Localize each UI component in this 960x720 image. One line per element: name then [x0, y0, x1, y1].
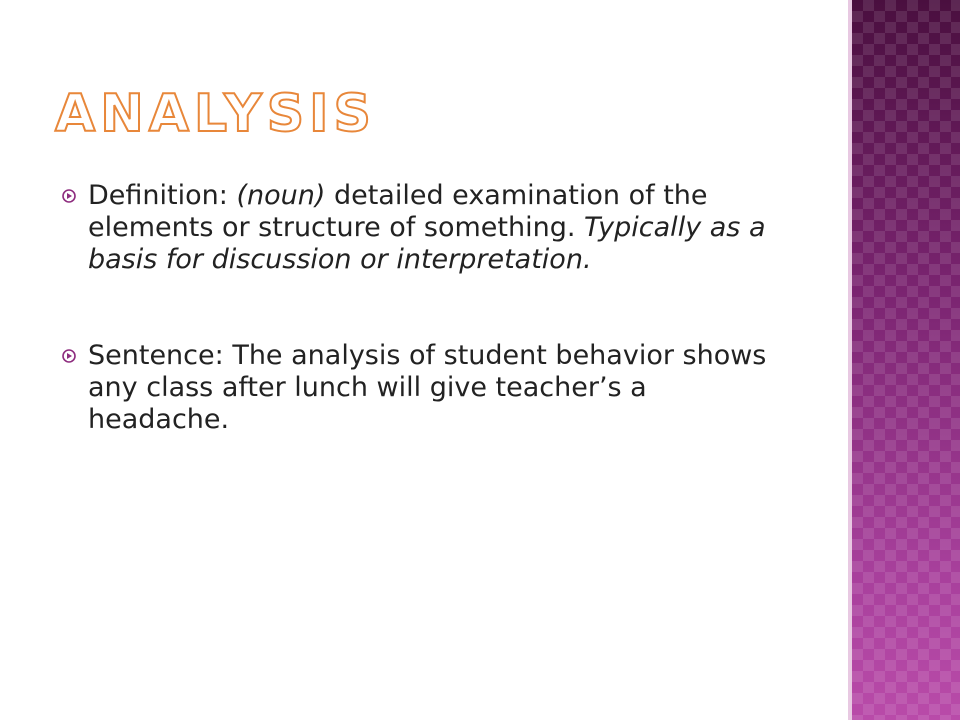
- definition-text: detailed examination of the elements or structure of something.: [88, 180, 708, 243]
- bullet-list: [62, 180, 782, 436]
- circled-arrow-icon: [62, 189, 76, 203]
- bullet-sentence: [62, 340, 782, 436]
- decorative-side-panel: [852, 0, 960, 720]
- slide-title: ANALYSIS: [55, 84, 376, 144]
- part-of-speech: (noun): [236, 180, 326, 211]
- sentence-label: Sentence:: [88, 340, 224, 371]
- definition-label: Definition:: [88, 180, 228, 211]
- definition-italic-text: Typically as a basis for discussion or interpretation.: [88, 212, 766, 275]
- sentence-text: The analysis of student behavior shows any class after lunch will give teacher’s a headache.: [88, 340, 767, 435]
- bullet-definition: [62, 180, 782, 276]
- circled-arrow-icon: [62, 349, 76, 363]
